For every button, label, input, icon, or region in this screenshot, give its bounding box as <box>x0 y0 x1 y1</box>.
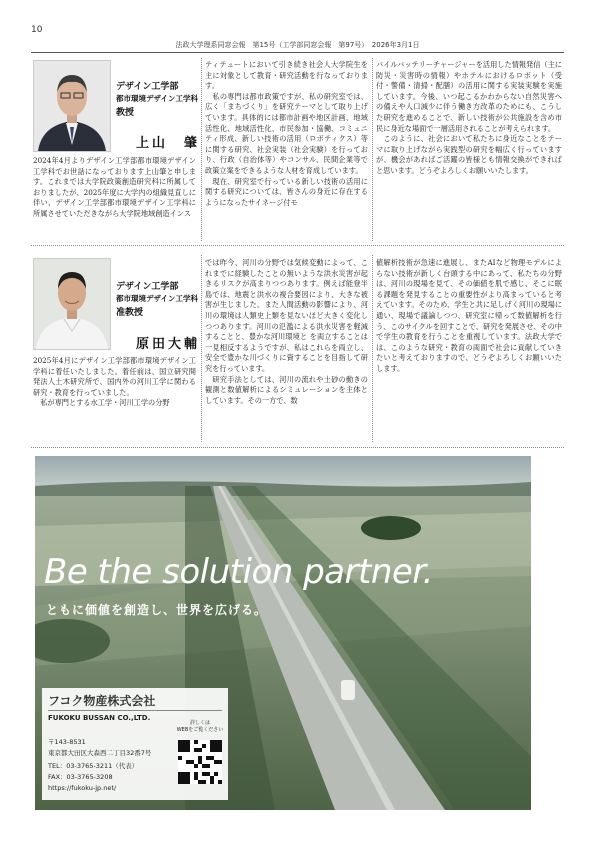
running-head: 法政大学理系同窓会報 第15号（工学部同窓会報 第97号） 2026年3月1日 <box>175 41 420 49</box>
rank: 教授 <box>116 108 135 118</box>
sub-department: 都市環境デザイン工学科 <box>116 294 198 303</box>
ad-tagline: Be the solution partner. <box>44 552 433 592</box>
page-number: 10 <box>31 25 43 35</box>
column-divider <box>201 255 202 442</box>
department: デザイン工学部 <box>116 82 179 92</box>
person-name: 原田大輔 <box>136 337 201 352</box>
section-divider <box>31 245 564 246</box>
company-name-jp: フコク物産株式会社 <box>48 694 156 708</box>
column-divider <box>372 255 373 442</box>
header-rule <box>31 52 564 53</box>
column-divider <box>201 58 202 241</box>
website-link[interactable]: https://fukoku-jp.net/ <box>48 784 117 792</box>
article-column-2: では昨今、河川の分野では気候変動によって、これまでに経験したことの無いような洪水災害が起きるリスクが高まりつつあります。例えば能登半島では、地震と洪水の複合要因により、大きな被害が生じました。また人間活動の影響により、河川の環境は人類史上類を見ないほど大きく変化しつつあります。河川の氾濫による洪水災害を軽減することと、豊かな河川環境と を両立することは一見相反するようですが、私はこれらを両立し、安全で豊かな川づくりに資することを目指して研究を行っています。 研究手法としては、河川の流れや土砂の動きの観測と数値解析によるシミュレーションを主体としています。その一方で、数 <box>205 258 368 405</box>
portrait-photo <box>33 258 111 350</box>
article-column-2: ティテュートにおいて引き続き社会人大学院生を主に対象として教育・研究活動を行なっております。 私の専門は都市政策ですが、私の研究室では、広く「まちづくり」を研究テーマとして取り上げています。具体的には都市計画や地区計画、地域活性化、地域活性化、市民参加・協働、コミュニティ形成、新しい技術の活用（ロボティクス）等に関する研究、社会実装（社会実験）を行っており、行政（自治体等）やコンサル、民間企業等で政策立案をできるような人材を育成しています。 現在、研究室で行っている新しい技術の活用に関する研究については、皆さんの身近に存在するようになったサイネージ付モ <box>205 60 368 207</box>
rank: 准教授 <box>116 308 144 318</box>
article-column-3: 値解析技術が急速に進展し、またAIなど物理モデルによらない技術が新しく台頭する中にあって、私たちの分野は、河川の現場を見て、その価値を肌で感じ、そこに眠る課題を発見することの重要性がより高まっていると考えています。そのため、学生と共に足しげく河川の現場に通い、現場で議論しつつ、研究室に帰って数値解析を行う、このサイクルを回すことで、研究を発展させ、その中で学生の教育を行うことを重視しています。法政大学では、このような研究・教育の両面で社会に貢献していきたいと考えておりますので、どうぞよろしくお願いいたします。 <box>376 258 563 373</box>
company-name-en: FUKOKU BUSSAN CO.,LTD. <box>48 714 151 722</box>
person-name: 上山 肇 <box>136 136 201 151</box>
article-column-1: 2025年4月にデザイン工学部都市環境デザイン工学科に着任いたしました。着任前は、国立研究開発法人土木研究所で、国内外の河川工学に関わる研究・教育を行っていました。 私が専門とする水工学・河川工学の分野 <box>33 356 196 408</box>
ad-subtagline: ともに価値を創造し、世界を広げる。 <box>46 603 268 617</box>
article-column-3: バイルバッテリーチャージャーを活用した情報発信（主に防災・災害時の情報）やホテルにおけるロボット（受付・警備・清掃・配膳）の活用に関する実装実験を実施しています。今後、いつ起こるかわからない自然災害への備えや人口減少に伴う働き方改革のためにも、こうした研究を進めることで、新しい技術が公共施設を含め市民に身近な場面で一層活用されることが考えられます。 このように、社会において私たちに身近なことをテーマに取り上げながら実践型の研究を幅広く行っていますが、機会があればご活躍の皆様とも情報交換ができればと思います。どうぞよろしくお願いいたします。 <box>376 60 562 175</box>
fax: FAX：03-3765-3208 <box>48 773 113 781</box>
department: デザイン工学部 <box>116 282 179 292</box>
portrait-photo <box>33 60 111 152</box>
sub-department: 都市環境デザイン工学科 <box>116 94 198 103</box>
card-rule <box>48 710 222 711</box>
postal-code: 〒143-8531 <box>48 738 86 746</box>
qr-code[interactable] <box>178 740 222 784</box>
phone: TEL：03-3765-3211（代表） <box>48 762 139 770</box>
qr-caption: 詳しくは WEBをご覧ください <box>176 720 224 733</box>
section-divider <box>31 447 564 448</box>
address: 東京都大田区大森西二丁目32番7号 <box>48 749 152 757</box>
article-column-1: 2024年4月よりデザイン工学部都市環境デザイン工学科でお世話になっております上山肇と申します。これまでは大学院政策創造研究科に所属しておりましたが、2025年度に大学内の組織見直しに伴い、デザイン工学部都市環境デザイン工学科に所属させていただきながら大学院地域創造インス <box>33 156 196 218</box>
column-divider <box>372 58 373 241</box>
